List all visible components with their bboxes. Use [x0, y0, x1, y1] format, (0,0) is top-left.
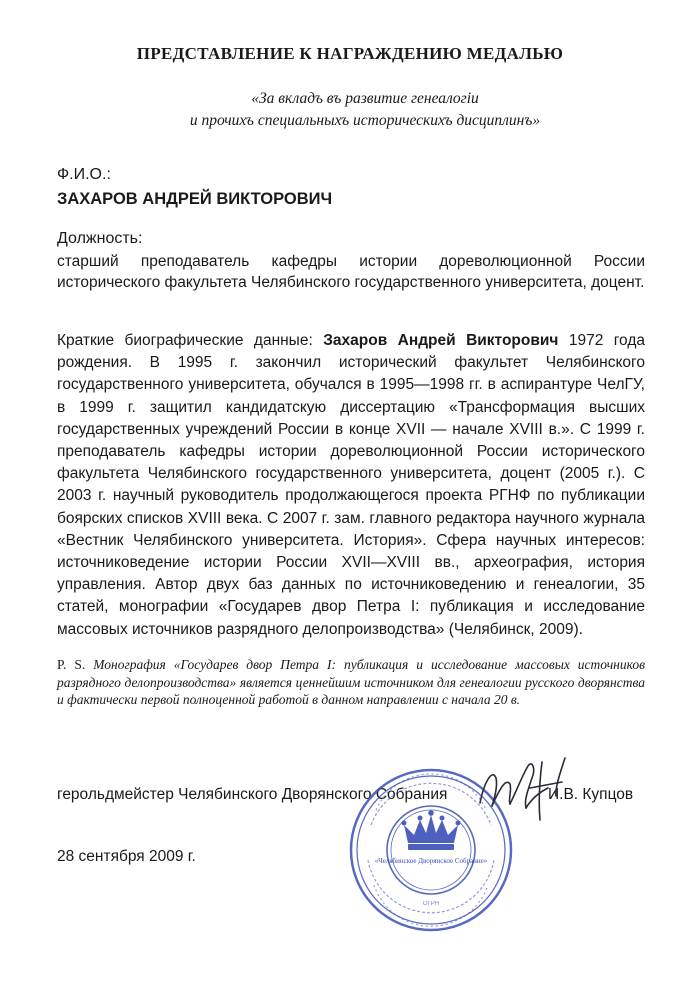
document-title: ПРЕДСТАВЛЕНИЕ К НАГРАЖДЕНИЮ МЕДАЛЬЮ: [136, 44, 564, 63]
position-text: старший преподаватель кафедры истории дореволюционной России исторического факультета Челябинского государственного университета, доцент.: [57, 253, 645, 291]
postscript: [57, 656, 645, 709]
svg-text:ОГРН: ОГРН: [422, 901, 440, 907]
motto-line-2: и прочихъ специальныхъ историческихъ дисциплинъ»: [189, 112, 541, 129]
signer-position: герольдмейстер Челябинского Дворянского Собрания: [57, 786, 448, 803]
fio-label: Ф.И.О.:: [57, 166, 111, 183]
fio-name: ЗАХАРОВ АНДРЕЙ ВИКТОРОВИЧ: [57, 190, 333, 208]
bio-text: 1972 года рождения. В 1995 г. закончил исторический факультет Челябинского государственного университета, обучался в 1995—1998 гг. в аспирантуре ЧелГУ, в 1999 г. защитил кандидатскую диссертацию «Трансформация высших государственных учреждений России в конце XVII — начале XVIII в.». С 1999 г. преподаватель кафедры истории дореволюционной России исторического факультета Челябинского государственного университета, доцент (2005 г.). С 2003 г. научный руководитель продолжающегося проекта РГНФ по публикации боярских списков XVIII века. С 2007 г. зам. главного редактора научного журнала «Вестник Челябинского университета. История». Сфера научных интересов: источниковедение истории России XVII—XVIII вв., археография, история управления. Автор двух баз данных по источниковедению и генеалогии, 35 статей, монографии «Государев двор Петра I: публикация и исследование массовых источников разрядного делопроизводства» (Челябинск, 2009).: [57, 332, 645, 638]
signer-name: И.В. Купцов: [548, 786, 634, 803]
document-date: 28 сентября 2009 г.: [57, 848, 196, 865]
handwritten-signature-icon: [470, 748, 590, 828]
ps-mark: P. S.: [57, 657, 94, 672]
position-label: Должность:: [57, 230, 143, 247]
motto-line-1: «За вкладъ въ развитие генеалогiи: [251, 90, 479, 107]
bio-name: Захаров Андрей Викторович: [323, 332, 559, 349]
bio-prefix: Краткие биографические данные:: [57, 332, 324, 349]
seal-center-text: «Челябинское Дворянское Собрание»: [374, 857, 488, 865]
biography-paragraph: [57, 330, 645, 641]
ps-text: Монография «Государев двор Петра I: публикация и исследование массовых источников разрядного делопроизводства» является ценнейшим источником для генеалогии русского дворянства и фактически первой полноценной работой в данном направлении с начала 20 в.: [57, 657, 645, 707]
medal-motto: [150, 88, 580, 132]
